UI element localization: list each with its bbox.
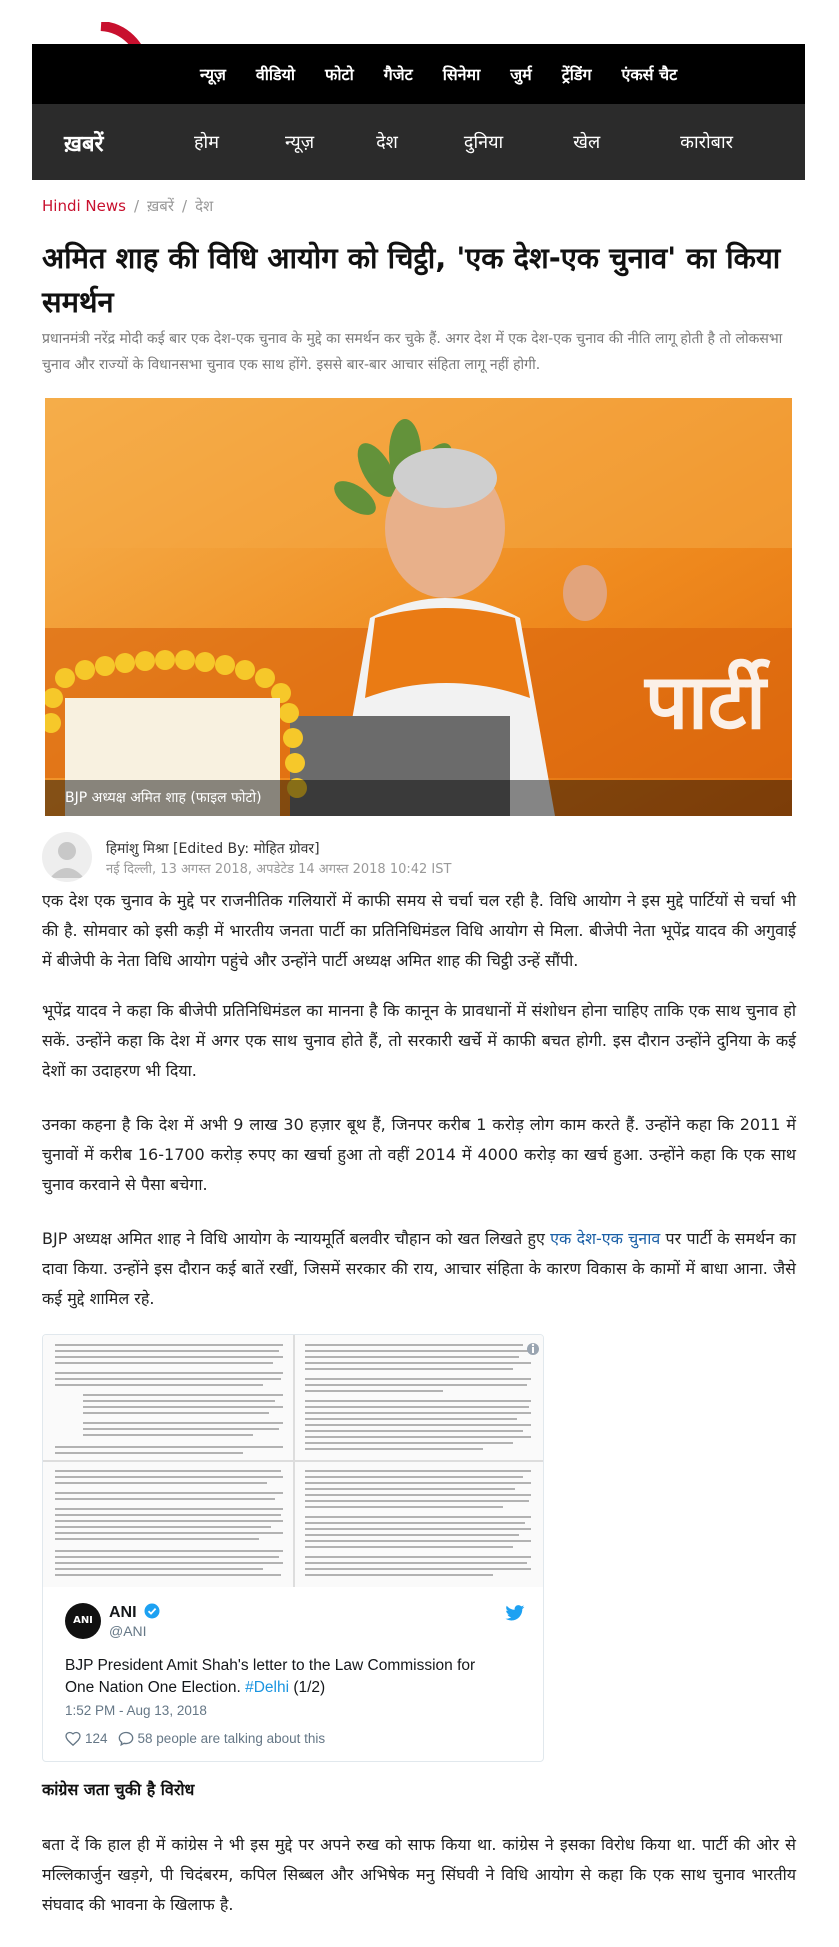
article-paragraph: भूपेंद्र यादव ने कहा कि बीजेपी प्रतिनिधिमंडल का मानना है कि कानून के प्रावधानों में संशोधन होना चाहिए ताकि एक साथ चुनाव हो सकें. उन्होंने कहा कि देश में अगर एक साथ चुनाव होते हैं, तो सरकारी खर्चे में काफी बचत होगी. इस दौरान उन्होंने दुनिया के कई देशों का उदाहरण भी दिया. [42, 1001, 796, 1080]
article-title: अमित शाह की विधि आयोग को चिट्ठी, 'एक देश-एक चुनाव' का किया समर्थन [42, 241, 781, 319]
tweet-embed[interactable] [42, 1334, 544, 1762]
hashtag-delhi-link[interactable]: #Delhi [245, 1679, 290, 1696]
ani-avatar[interactable]: ANI [65, 1603, 101, 1639]
nav-trending[interactable]: ट्रेंडिंग [561, 65, 592, 84]
tweet-actions [65, 1731, 331, 1746]
article-paragraph: उनका कहना है कि देश में अभी 9 लाख 30 हज़ार बूथ हैं, जिनपर करीब 1 करोड़ लोग काम करते हैं. उन्होंने कहा कि 2011 में चुनावों में करीब 16-1700 करोड़ रुपए का खर्चा हुआ तो वहीं 2014 में 4000 करोड़ का खर्च हुआ. उन्होंने कहा कि एक साथ चुनाव करवाने से पैसा बचेगा. [42, 1115, 796, 1194]
article-summary: प्रधानमंत्री नरेंद्र मोदी कई बार एक देश-एक चुनाव के मुद्दे का समर्थन कर चुके हैं. अगर देश में एक देश-एक चुनाव की नीति लागू होती है तो लोकसभा चुनाव और राज्यों के विधानसभा चुनाव एक साथ होंगे. इससे बार-बार आचार संहिता लागू नहीं होगी. [42, 331, 783, 373]
article-dateline: नई दिल्ली, 13 अगस्त 2018, अपडेटेड 14 अगस्त 2018 10:42 IST [106, 862, 452, 877]
breadcrumb-home[interactable]: Hindi News [42, 197, 126, 215]
hero-image [45, 398, 792, 816]
reply-bubble-icon[interactable] [118, 1731, 134, 1746]
twitter-bird-icon[interactable] [505, 1605, 525, 1625]
tweet-text [65, 1655, 505, 1699]
tweet-timestamp[interactable]: 1:52 PM - Aug 13, 2018 [65, 1703, 207, 1718]
breadcrumb-desh[interactable]: देश [195, 197, 214, 215]
nav-photo[interactable]: फोटो [325, 65, 354, 84]
article-paragraph [42, 1224, 796, 1314]
tweet-like-count[interactable]: 124 [85, 1731, 108, 1746]
section-nav [32, 104, 805, 180]
svg-text:पार्टी: पार्टी [645, 657, 766, 746]
subnav-home[interactable]: होम [194, 132, 219, 153]
hero-photo-illustration [45, 398, 792, 816]
tweet-author-handle[interactable]: @ANI [109, 1623, 147, 1639]
author-avatar [42, 832, 92, 882]
subnav-duniya[interactable]: दुनिया [463, 132, 504, 153]
nav-gadget[interactable]: गैजेट [383, 65, 413, 84]
subnav-khel[interactable]: खेल [573, 132, 601, 153]
tweet-author-name[interactable] [109, 1603, 309, 1622]
verified-badge-icon [144, 1603, 160, 1619]
author-name[interactable]: हिमांशु मिश्रा [Edited By: मोहित ग्रोवर] [106, 841, 320, 857]
breadcrumb [42, 196, 213, 216]
article-paragraph: बता दें कि हाल ही में कांग्रेस ने भी इस मुद्दे पर अपने रुख को साफ किया था. कांग्रेस ने इसका विरोध किया था. पार्टी की ओर से मल्लिकार्जुन खड़गे, पी चिदंबरम, कपिल सिब्बल और अभिषेक मनु सिंघवी ने विधि आयोग से कहा कि एक साथ चुनाव भारतीय संघवाद की भावना के खिलाफ है. [42, 1835, 796, 1914]
top-nav [32, 44, 805, 104]
article-paragraph: एक देश एक चुनाव के मुद्दे पर राजनीतिक गलियारों में काफी समय से चर्चा चल रही है. विधि आयोग ने इस मुद्दे पार्टियों से चर्चा भी की है. सोमवार को इसी कड़ी में भारतीय जनता पार्टी का प्रतिनिधिमंडल विधि आयोग से मिला. बीजेपी नेता भूपेंद्र यादव की अगुवाई में बीजेपी के नेता विधि आयोग पहुंचे और उन्होंने पार्टी अध्यक्ष अमित शाह की चिट्ठी उन्हें सौंपी. [42, 891, 796, 970]
breadcrumb-separator: / [182, 197, 188, 215]
tweet-text-body: BJP President Amit Shah's letter to the Law Commission for One Nation One Election. [65, 1657, 476, 1696]
nav-crime[interactable]: जुर्म [510, 65, 532, 84]
paragraph-text: BJP अध्यक्ष अमित शाह ने विधि आयोग के न्यायमूर्ति बलवीर चौहान को खत लिखते हुए [42, 1229, 551, 1248]
subnav-karobar[interactable]: कारोबार [680, 132, 733, 153]
tweet-text-suffix: (1/2) [289, 1679, 326, 1696]
breadcrumb-separator: / [133, 197, 140, 215]
subnav-desh[interactable]: देश [376, 132, 398, 153]
section-title[interactable]: ख़बरें [64, 132, 104, 157]
nav-news[interactable]: न्यूज़ [200, 65, 226, 84]
tweet-talking-count[interactable]: 58 people are talking about this [137, 1731, 326, 1746]
nav-video[interactable]: वीडियो [255, 65, 296, 84]
one-nation-one-election-link[interactable]: एक देश-एक चुनाव [550, 1229, 661, 1248]
section-subheading: कांग्रेस जता चुकी है विरोध [42, 1780, 195, 1799]
nav-cinema[interactable]: सिनेमा [442, 65, 481, 84]
subnav-news[interactable]: न्यूज़ [284, 132, 315, 153]
image-caption: BJP अध्यक्ष अमित शाह (फाइल फोटो) [45, 780, 792, 816]
tweet-letter-image[interactable] [43, 1335, 544, 1587]
like-heart-icon[interactable] [65, 1731, 81, 1746]
breadcrumb-khabren[interactable]: ख़बरें [147, 197, 174, 215]
nav-anchors-chat[interactable]: एंकर्स चैट [621, 65, 678, 84]
tweet-author-name-text: ANI [109, 1604, 137, 1621]
paragraph-text: पर पार्टी के समर्थन का दावा किया. उन्होंने इस दौरान कई बातें रखीं, जिसमें सरकार की राय, आचार संहिता के कारण विकास के कामों में बाधा आना. जैसे कई मुद्दे शामिल रहे. [42, 1229, 796, 1308]
